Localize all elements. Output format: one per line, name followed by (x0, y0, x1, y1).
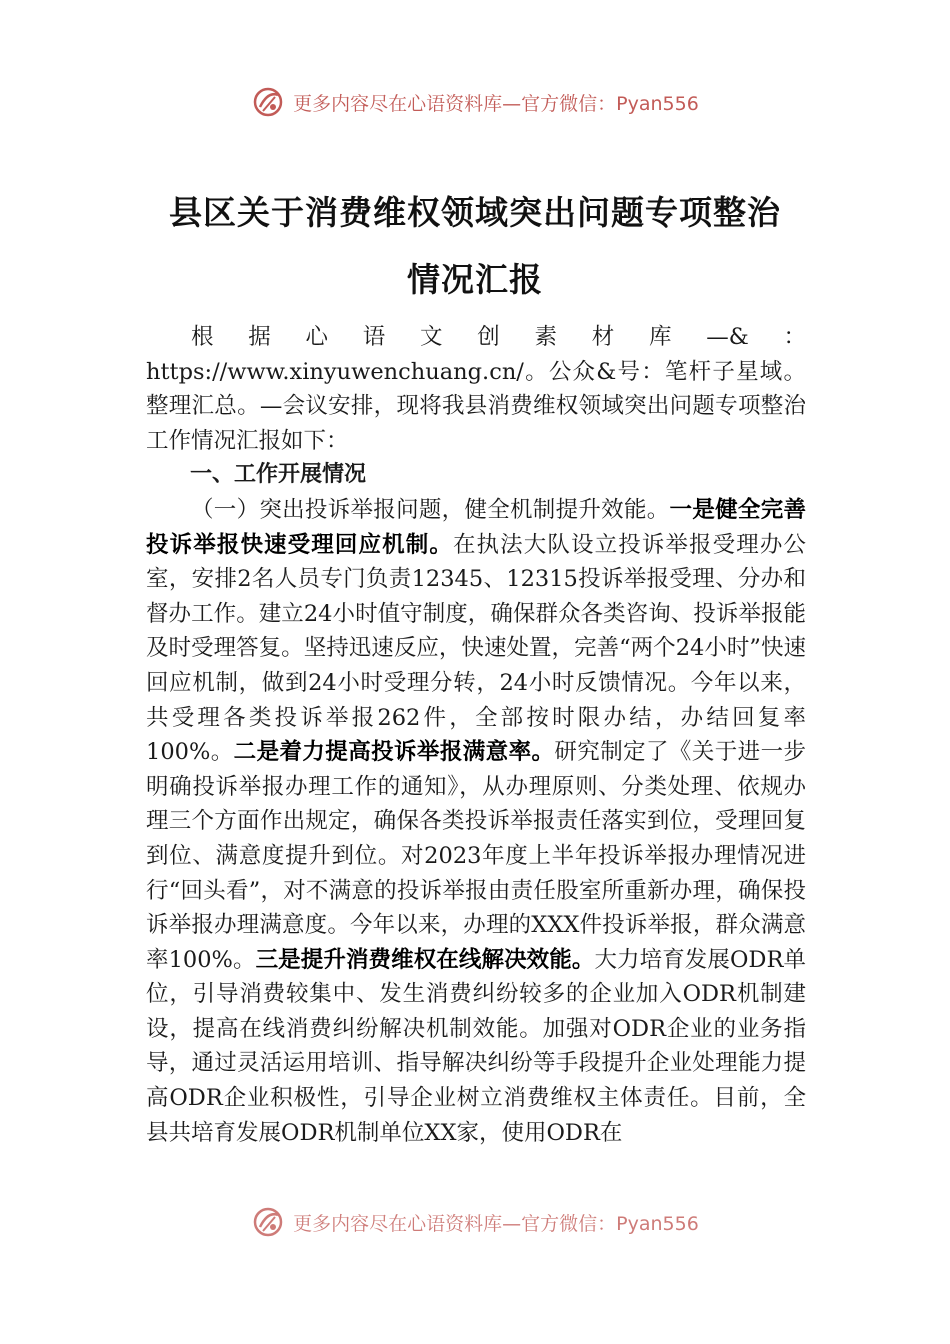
watermark-header (0, 84, 950, 120)
document-body (146, 320, 806, 1150)
bold-point-1: 一是健全完善投诉举报快速受理回应机制。 (146, 496, 806, 558)
watermark-footer (0, 1204, 950, 1240)
watermark-text: 更多内容尽在心语资料库—官方微信：Pyan556 (293, 1212, 699, 1235)
body-paragraph (146, 493, 806, 1150)
paragraph-lead: （一）突出投诉举报问题，健全机制提升效能。 (191, 496, 670, 523)
bold-point-2: 二是着力提高投诉举报满意率。 (233, 739, 555, 766)
point-2-text: 研究制定了《关于进一步明确投诉举报办理工作的通知》，从办理原则、分类处理、依规办理三个方面作出规定，确保各类投诉举报责任落实到位，受理回复到位、满意度提升到位。对2023年度上半年投诉举报办理情况进行“回头看”，对不满意的投诉举报由责任股室所重新办理，确保投诉举报办理满意度。今年以来，办理的XXX件投诉举报，群众满意率100%。 (146, 739, 806, 973)
page-title-line1: 县区关于消费维权领域突出问题专项整治 (169, 193, 781, 232)
bold-point-3: 三是提升消费维权在线解决效能。 (255, 946, 595, 973)
intro-paragraph: 根据心语文创素材库—&：https://www.xinyuwenchuang.cn/。公众&号：笔杆子星域。整理汇总。—会议安排，现将我县消费维权领域突出问题专项整治工作情况汇报如下： (146, 324, 806, 454)
point-1-text: 在执法大队设立投诉举报受理办公室，安排2名人员专门负责12345、12315投诉举报受理、分办和督办工作。建立24小时值守制度，确保群众各类咨询、投诉举报能及时受理答复。坚持迅速反应，快速处置，完善“两个24小时”快速回应机制，做到24小时受理分转，24小时反馈情况。今年以来，共受理各类投诉举报262件，全部按时限办结，办结回复率100%。 (146, 531, 806, 766)
watermark-text: 更多内容尽在心语资料库—官方微信：Pyan556 (293, 92, 699, 115)
point-3-text: 大力培育发展ODR单位，引导消费较集中、发生消费纠纷较多的企业加入ODR机制建设，提高在线消费纠纷解决机制效能。加强对ODR企业的业务指导，通过灵活运用培训、指导解决纠纷等手段提升企业处理能力提高ODR企业积极性，引导企业树立消费维权主体责任。目前，全县共培育发展ODR机制单位XX家，使用ODR在 (146, 946, 806, 1146)
section-heading: 一、工作开展情况 (190, 462, 367, 488)
logo-icon (251, 1205, 285, 1239)
page-title-line2: 情况汇报 (407, 260, 543, 299)
logo-icon (251, 85, 285, 119)
